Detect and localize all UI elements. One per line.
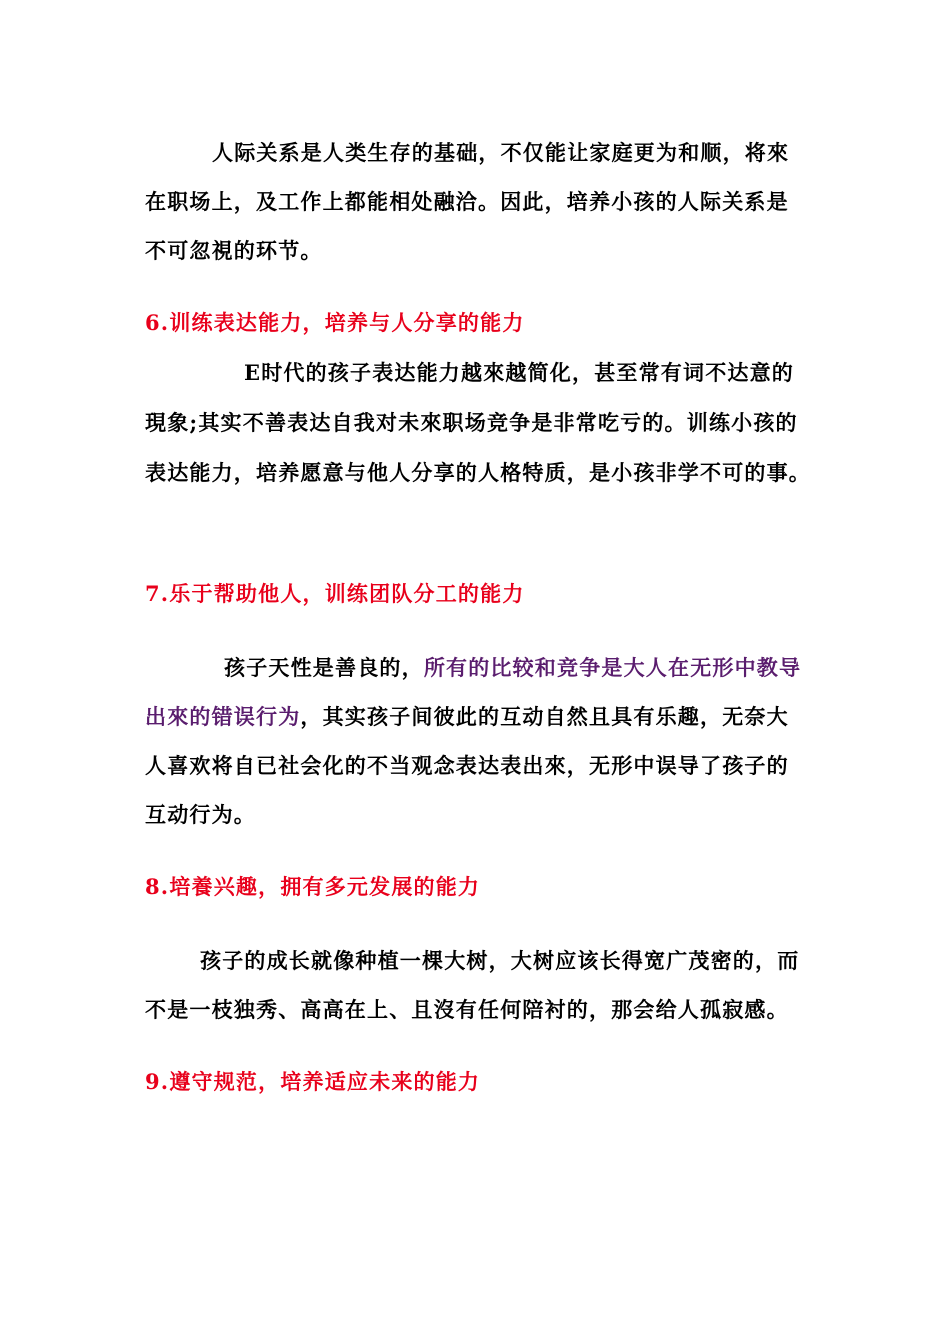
paragraph-1-line-2: 在职场上，及工作上都能相处融洽。因此，培养小孩的人际关系是 [145,189,789,214]
paragraph-2-line-2: 現象;其实不善表达自我对未來职场竞争是非常吃亏的。训练小孩的 [145,410,798,435]
highlighted-text: 所有的比较和竞争是大人在无形中教导 [423,655,802,680]
paragraph-3-line-2-text: ，其实孩子间彼此的互动自然且具有乐趣，无奈大 [300,704,789,729]
highlighted-text: 出來的错误行为 [145,704,301,729]
section-heading-8: 8.培養兴趣，拥有多元发展的能力 [145,874,481,899]
paragraph-4-line-1: 孩子的成长就像种植一棵大树，大树应该长得宽广茂密的，而 [200,948,800,973]
paragraph-3-line-2 [145,704,789,730]
section-heading-9: 9.遵守规范，培养适应未来的能力 [145,1069,481,1094]
paragraph-4-line-2: 不是一枝独秀、高高在上、且沒有任何陪衬的，那会给人孤寂感。 [145,997,789,1022]
paragraph-1-line-1: 人际关系是人类生存的基础，不仅能让家庭更为和顺，将來 [212,140,790,165]
section-heading-6: 6.训练表达能力，培养与人分享的能力 [145,310,525,335]
paragraph-1-line-3: 不可忽視的环节。 [145,238,323,263]
paragraph-3-line-1 [224,655,801,681]
paragraph-3-line-4: 互动行为。 [145,802,256,827]
section-heading-7: 7.乐于帮助他人，训练团队分工的能力 [145,581,525,606]
paragraph-2-line-3: 表达能力，培养愿意与他人分享的人格特质，是小孩非学不可的事。 [145,460,811,485]
paragraph-3-line-3: 人喜欢将自已社会化的不当观念表达表出來，无形中误导了孩子的 [145,753,789,778]
paragraph-3-line-1-text: 孩子天性是善良的， [224,655,424,680]
paragraph-2-line-1: E时代的孩子表达能力越來越简化，甚至常有词不达意的 [244,360,795,385]
